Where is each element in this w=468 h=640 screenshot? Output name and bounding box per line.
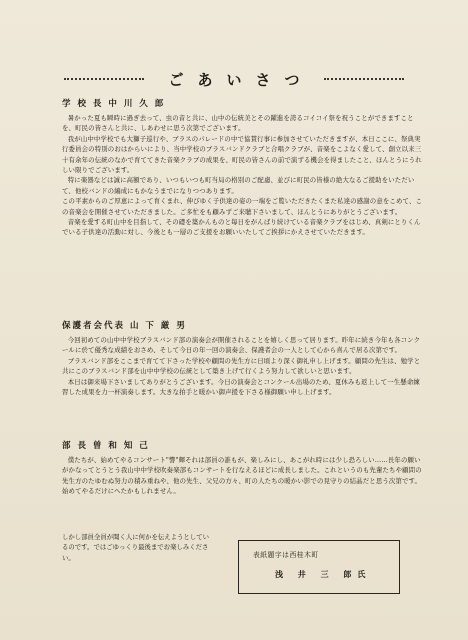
paragraph: 今回初めての山中中学校ブラスバンド部の演奏会が開催されることを嬉しく思って居ります。昨年に続き今年も各コンクールに於て優秀な成績をおさめ、そして今日の年一回の演奏会、保護者会の一人として心から喜んで居る次第です。 (62, 336, 421, 355)
paragraph: 特に楽器などは誠に高額であり、いつもいつも町当局の格別のご配慮、並びに町民の皆様の絶大なるご援助をいただいて、他校バンドの編成にもかなうまでになりつつあります。 (62, 176, 415, 195)
section-heading: 保護者会代表 山 下 厳 男 (62, 321, 187, 331)
section-heading: 学 校 長 中 川 久 郎 (62, 99, 166, 109)
section-body (62, 455, 422, 497)
paragraph: 僕たちが、始めてやるコンサート"響"輝それは部員の誰もが、楽しみにし、あこがれ時には少し恐ろしい……長年の願いがかなってとうとう我山中中学校吹奏楽部もコンサートを行なえるほどに成長しました。これというのも先輩たちや顧問の先生方のたゆむぬ努力の積み重ねや、他の先生、父兄の方々、町の人たちの暖かい影での見守りの結晶だと思う次第です。始めてやるだけにへたかもしれません。 (62, 456, 422, 496)
paragraph: 音楽を愛する町山中を目指して、その礎を築かんものと毎日をがんばり続けている音楽クラブをはじめ、真剣にとりくんでいる子供達の活動に対し、今後とも一層のご支援をお願いいたしてご挨拶にかえさせていただきます。 (62, 218, 421, 237)
paragraph: 我が山中中学校でも大獅子巡行や、ブラスのパレードの中で協賛行事に参加させていただきますが、本日ここに、祭典実行委員会の特別のおはからいにより、当中学校のブラスバンドクラブと合唱クラブが、音楽をこよなく愛して、創立以来三十有余年の伝統のなかで育ててきた音楽クラブの成果を、町民の皆さんの前で演ずる機会を得ましたこと、ほんとうにうれしい限りでございます。 (62, 134, 422, 175)
page-title (0, 68, 468, 90)
cover-credit-box (238, 540, 400, 594)
cover-credit-name: 浅 井 三 郎氏 (275, 569, 372, 579)
section-heading: 部 長 曽 和 知 己 (62, 441, 150, 451)
section-body (62, 113, 422, 238)
title-rule-left (64, 78, 144, 80)
title-rule-right (324, 78, 404, 80)
section-body (62, 335, 422, 397)
section-principal (62, 98, 422, 238)
paragraph: 本日は御来場下さいましてありがとうございます。今日の演奏会とコンクール出場のため、夏休みも返上して一生懸命練習した成果を力一杯演奏します。大きな拍手と暖かい御声援を下さる様御願い申し上げます。 (62, 377, 420, 397)
cover-credit-label: 表紙題字は西桂木町 (253, 551, 319, 559)
title-text: ごあいさつ (168, 70, 314, 89)
paragraph: ブラスバンド部をここまで育てて下さった学校や顧問の先生方に日頃より深く御礼申し上げます。顧問の先生は、勉学と共にこのブラスバンド部を山中中学校の伝統として築き上げて行くよう努力して欲しいと思います。 (62, 356, 421, 376)
paragraph: この平素からのご厚恵によって育くまれ、伸びゆく子供達の姿の一端をご覧いただきたくまた私達の感謝の意をこめて、この音楽会を開催させていただきました。ご多忙をも顧みずご来聴下さいまして、ほんとうにありがとうございます。 (62, 197, 422, 216)
paragraph: 暑かった夏も瞬時に過ぎ去って、虫の音と共に、山中の伝統美とその躍進を誇るコイコイ祭を祝うことができますことを、町民の皆さんと共に、しあわせに思う次第でございます。 (62, 114, 414, 133)
section-parents (62, 320, 422, 397)
section-club-leader (62, 440, 422, 497)
closing-text: しかし部員全員が聞く人に何かを伝えようとしているのです。ではごゆっくり最後までお楽しみください。 (62, 533, 209, 562)
